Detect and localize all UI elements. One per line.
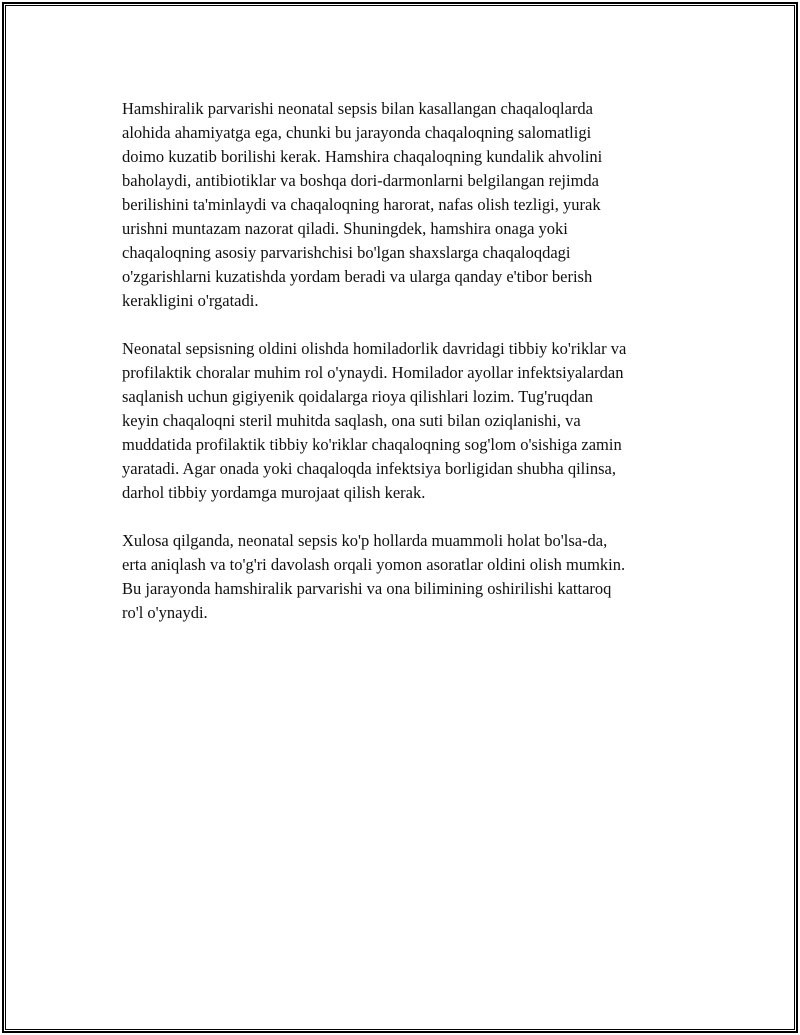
paragraph-prevention: Neonatal sepsisning oldini olishda homiladorlik davridagi tibbiy ko'riklar va profilaktik choralar muhim rol o'ynaydi. Homilador ayollar infektsiyalardan saqlanish uchun gigiyenik qoidalarga rioya qilishlari lozim. Tug'ruqdan keyin chaqaloqni steril muhitda saqlash, ona suti bilan oziqlanishi, va muddatida profilaktik tibbiy ko'riklar chaqaloqning sog'lom o'sishiga zamin yaratadi. Agar onada yoki chaqaloqda infektsiya borligidan shubha qilinsa, darhol tibbiy yordamga murojaat qilish kerak.	[122, 339, 627, 502]
page-frame	[2, 2, 798, 1033]
paragraph-conclusion: Xulosa qilganda, neonatal sepsis ko'p hollarda muammoli holat bo'lsa-da, erta aniqlash va to'g'ri davolash orqali yomon asoratlar oldini olish mumkin. Bu jarayonda hamshiralik parvarishi va ona bilimining oshirilishi kattaroq ro'l o'ynaydi.	[122, 531, 626, 622]
document-body	[122, 97, 692, 649]
paragraph-nursing-care: Hamshiralik parvarishi neonatal sepsis bilan kasallangan chaqaloqlarda alohida ahamiyatga ega, chunki bu jarayonda chaqaloqning salomatligi doimo kuzatib borilishi kerak. Hamshira chaqaloqning kundalik ahvolini baholaydi, antibiotiklar va boshqa dori-darmonlarni belgilangan rejimda berilishini ta'minlaydi va chaqaloqning harorat, nafas olish tezligi, yurak urishni muntazam nazorat qiladi. Shuningdek, hamshira onaga yoki chaqaloqning asosiy parvarishchisi bo'lgan shaxslarga chaqaloqdagi o'zgarishlarni kuzatishda yordam beradi va ularga qanday e'tibor berish kerakligini o'rgatadi.	[122, 99, 603, 310]
